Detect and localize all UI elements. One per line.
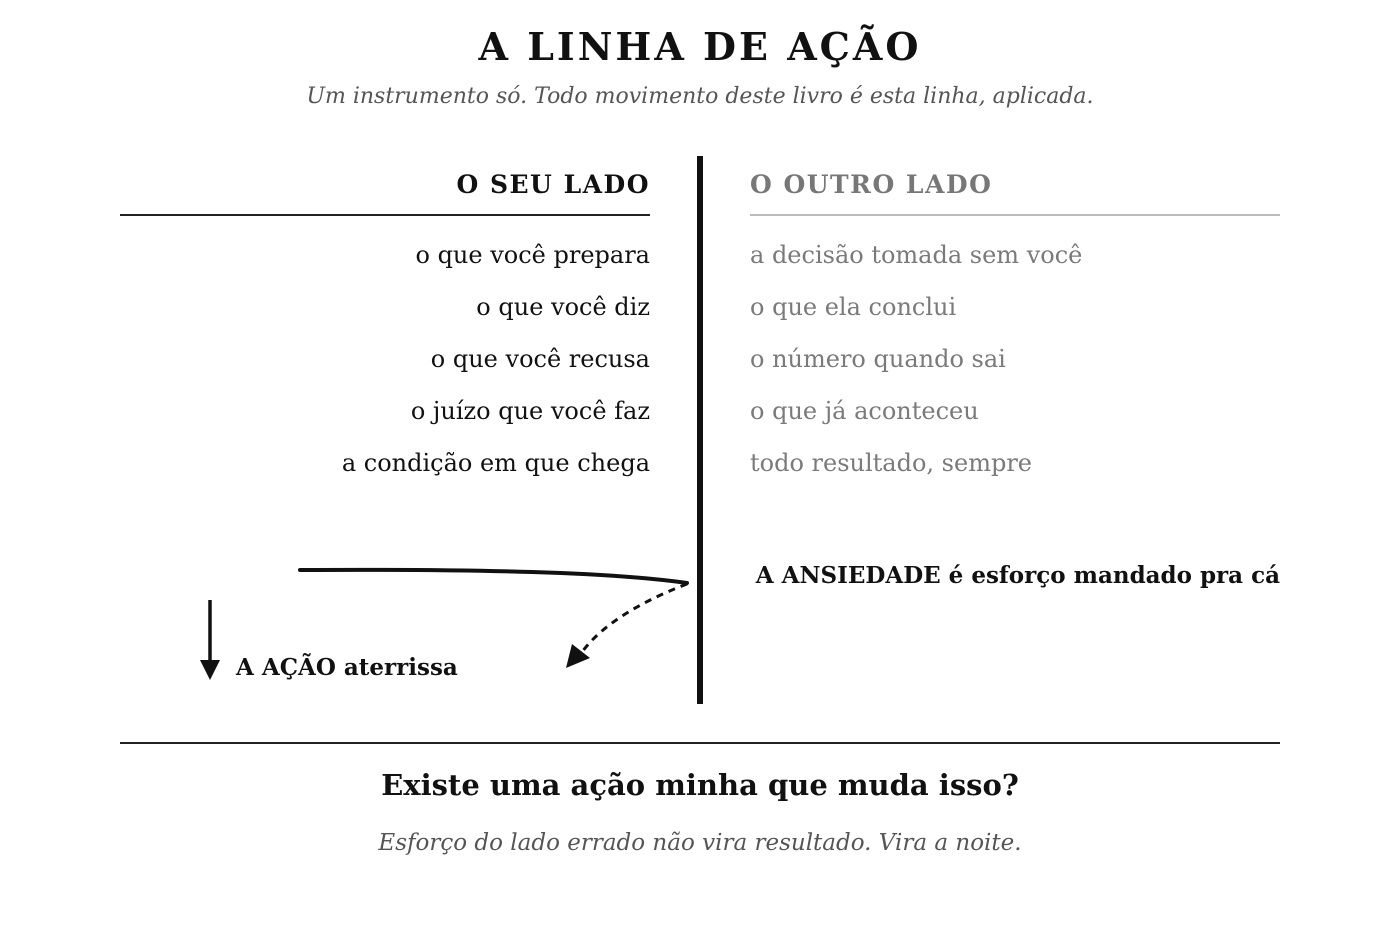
your-side-item: o que você diz	[476, 293, 650, 321]
anxiety-curve-line	[300, 570, 687, 583]
your-side-item: o juízo que você faz	[410, 397, 650, 425]
your-side-list	[120, 236, 650, 496]
key-question: Existe uma ação minha que muda isso?	[381, 768, 1019, 802]
dashed-arrowhead	[566, 644, 590, 668]
other-side-list	[750, 236, 1280, 496]
diagram-title: A LINHA DE AÇÃO	[478, 24, 922, 69]
anxiety-return-dashed-arrow	[580, 584, 687, 655]
your-side-heading: O SEU LADO	[456, 170, 650, 199]
other-side-rule	[750, 214, 1280, 216]
action-down-arrowhead	[200, 660, 220, 680]
action-line-divider	[697, 156, 703, 704]
other-side-item: a decisão tomada sem você	[750, 241, 1083, 269]
other-side-item: todo resultado, sempre	[750, 449, 1032, 477]
action-annotation: A AÇÃO aterrissa	[236, 654, 458, 681]
other-side-item: o número quando sai	[750, 345, 1006, 373]
your-side-item: a condição em que chega	[341, 449, 650, 477]
diagram-subtitle: Um instrumento só. Todo movimento deste livro é esta linha, aplicada.	[306, 84, 1094, 109]
your-side-rule	[120, 214, 650, 216]
closing-line: Esforço do lado errado não vira resultado. Vira a noite.	[378, 830, 1022, 856]
anxiety-annotation: A ANSIEDADE é esforço mandado pra cá	[755, 562, 1280, 589]
other-side-heading: O OUTRO LADO	[750, 170, 993, 199]
your-side-item: o que você prepara	[415, 241, 650, 269]
your-side-item: o que você recusa	[430, 345, 650, 373]
other-side-item: o que já aconteceu	[750, 397, 979, 425]
footer-rule	[120, 742, 1280, 744]
other-side-item: o que ela conclui	[750, 293, 957, 321]
